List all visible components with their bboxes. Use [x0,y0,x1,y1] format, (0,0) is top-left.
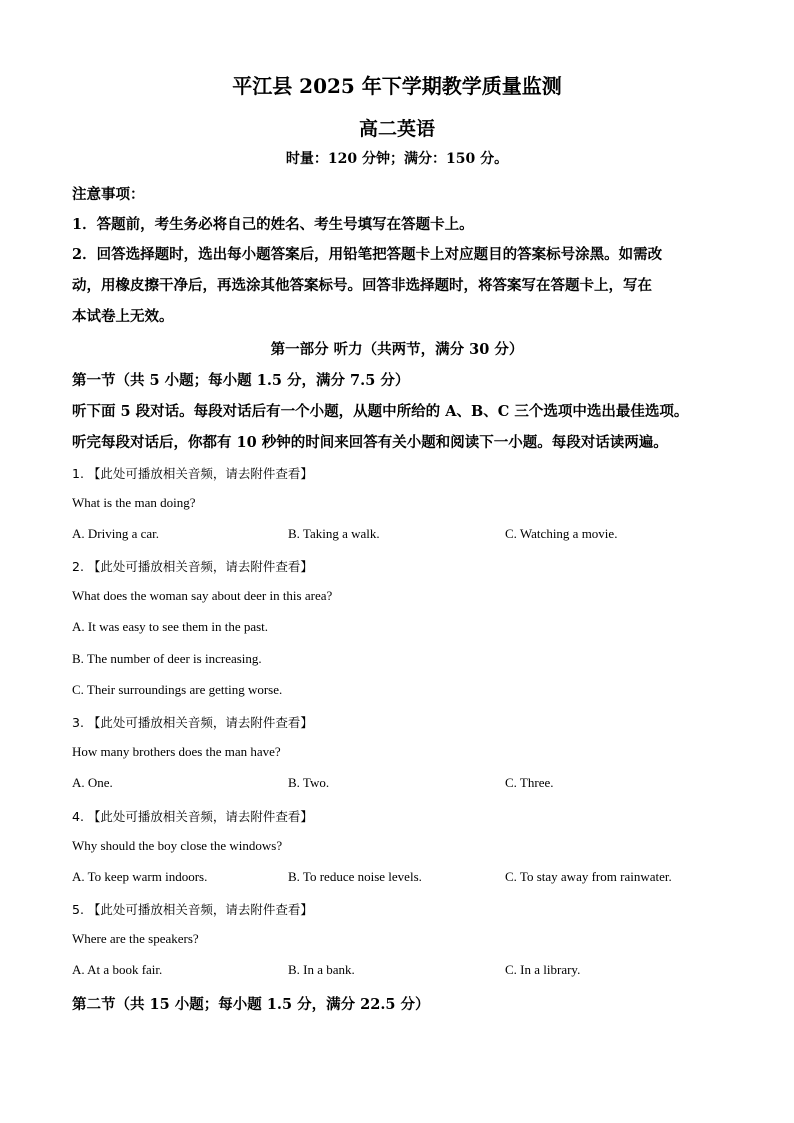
question-stem-q4: Why should the boy close the windows? [72,838,283,853]
audio-placeholder-q5[interactable]: 5. 【此处可播放相关音频，请去附件查看】 [72,902,313,917]
option-a-q4: A. To keep warm indoors. [72,869,208,884]
section1-instructions-line-1: 听下面 5 段对话。每段对话后有一个小题，从题中所给的 A、B、C 三个选项中选出最佳选项。 [72,403,689,420]
option-a-q3: A. One. [72,775,113,790]
option-a-q2: A. It was easy to see them in the past. [72,619,269,634]
option-b-q2: B. The number of deer is increasing. [72,651,262,666]
option-b-q5: B. In a bank. [288,962,355,977]
exam-title: 平江县 2025 年下学期教学质量监测 [232,74,562,98]
question-stem-q5: Where are the speakers? [72,931,199,946]
notice-item-2-line-1: 2．回答选择题时，选出每小题答案后，用铅笔把答题卡上对应题目的答案标号涂黑。如需改 [72,246,663,263]
option-c-q1: C. Watching a movie. [505,526,618,541]
audio-placeholder-q1[interactable]: 1. 【此处可播放相关音频，请去附件查看】 [72,466,313,481]
option-b-q4: B. To reduce noise levels. [288,869,422,884]
option-b-q3: B. Two. [288,775,330,790]
notice-heading: 注意事项： [72,186,145,203]
time-score-line: 时量：120 分钟；满分：150 分。 [285,151,509,167]
notice-item-2-line-2: 动，用橡皮擦干净后，再选涂其他答案标号。回答非选择题时，将答案写在答题卡上，写在 [72,277,652,294]
exam-subject: 高二英语 [358,118,435,140]
audio-placeholder-q4[interactable]: 4. 【此处可播放相关音频，请去附件查看】 [72,809,313,824]
section1-heading: 第一节（共 5 小题；每小题 1.5 分，满分 7.5 分） [72,372,410,389]
part1-heading: 第一部分 听力（共两节，满分 30 分） [270,341,524,358]
option-a-q5: A. At a book fair. [72,962,163,977]
question-stem-q2: What does the woman say about deer in this area? [72,588,333,603]
audio-placeholder-q2[interactable]: 2. 【此处可播放相关音频，请去附件查看】 [72,559,313,574]
question-stem-q1: What is the man doing? [72,495,196,510]
question-stem-q3: How many brothers does the man have? [72,744,281,759]
option-b-q1: B. Taking a walk. [288,526,380,541]
notice-item-1: 1．答题前，考生务必将自己的姓名、考生号填写在答题卡上。 [72,216,474,233]
section2-heading: 第二节（共 15 小题；每小题 1.5 分，满分 22.5 分） [72,996,430,1013]
option-a-q1: A. Driving a car. [72,526,160,541]
option-c-q3: C. Three. [505,775,554,790]
option-c-q4: C. To stay away from rainwater. [505,869,672,884]
option-c-q2: C. Their surroundings are getting worse. [72,682,283,697]
notice-item-2-line-3: 本试卷上无效。 [72,308,174,325]
audio-placeholder-q3[interactable]: 3. 【此处可播放相关音频，请去附件查看】 [72,715,313,730]
option-c-q5: C. In a library. [505,962,581,977]
section1-instructions-line-2: 听完每段对话后，你都有 10 秒钟的时间来回答有关小题和阅读下一小题。每段对话读两遍。 [72,434,668,451]
